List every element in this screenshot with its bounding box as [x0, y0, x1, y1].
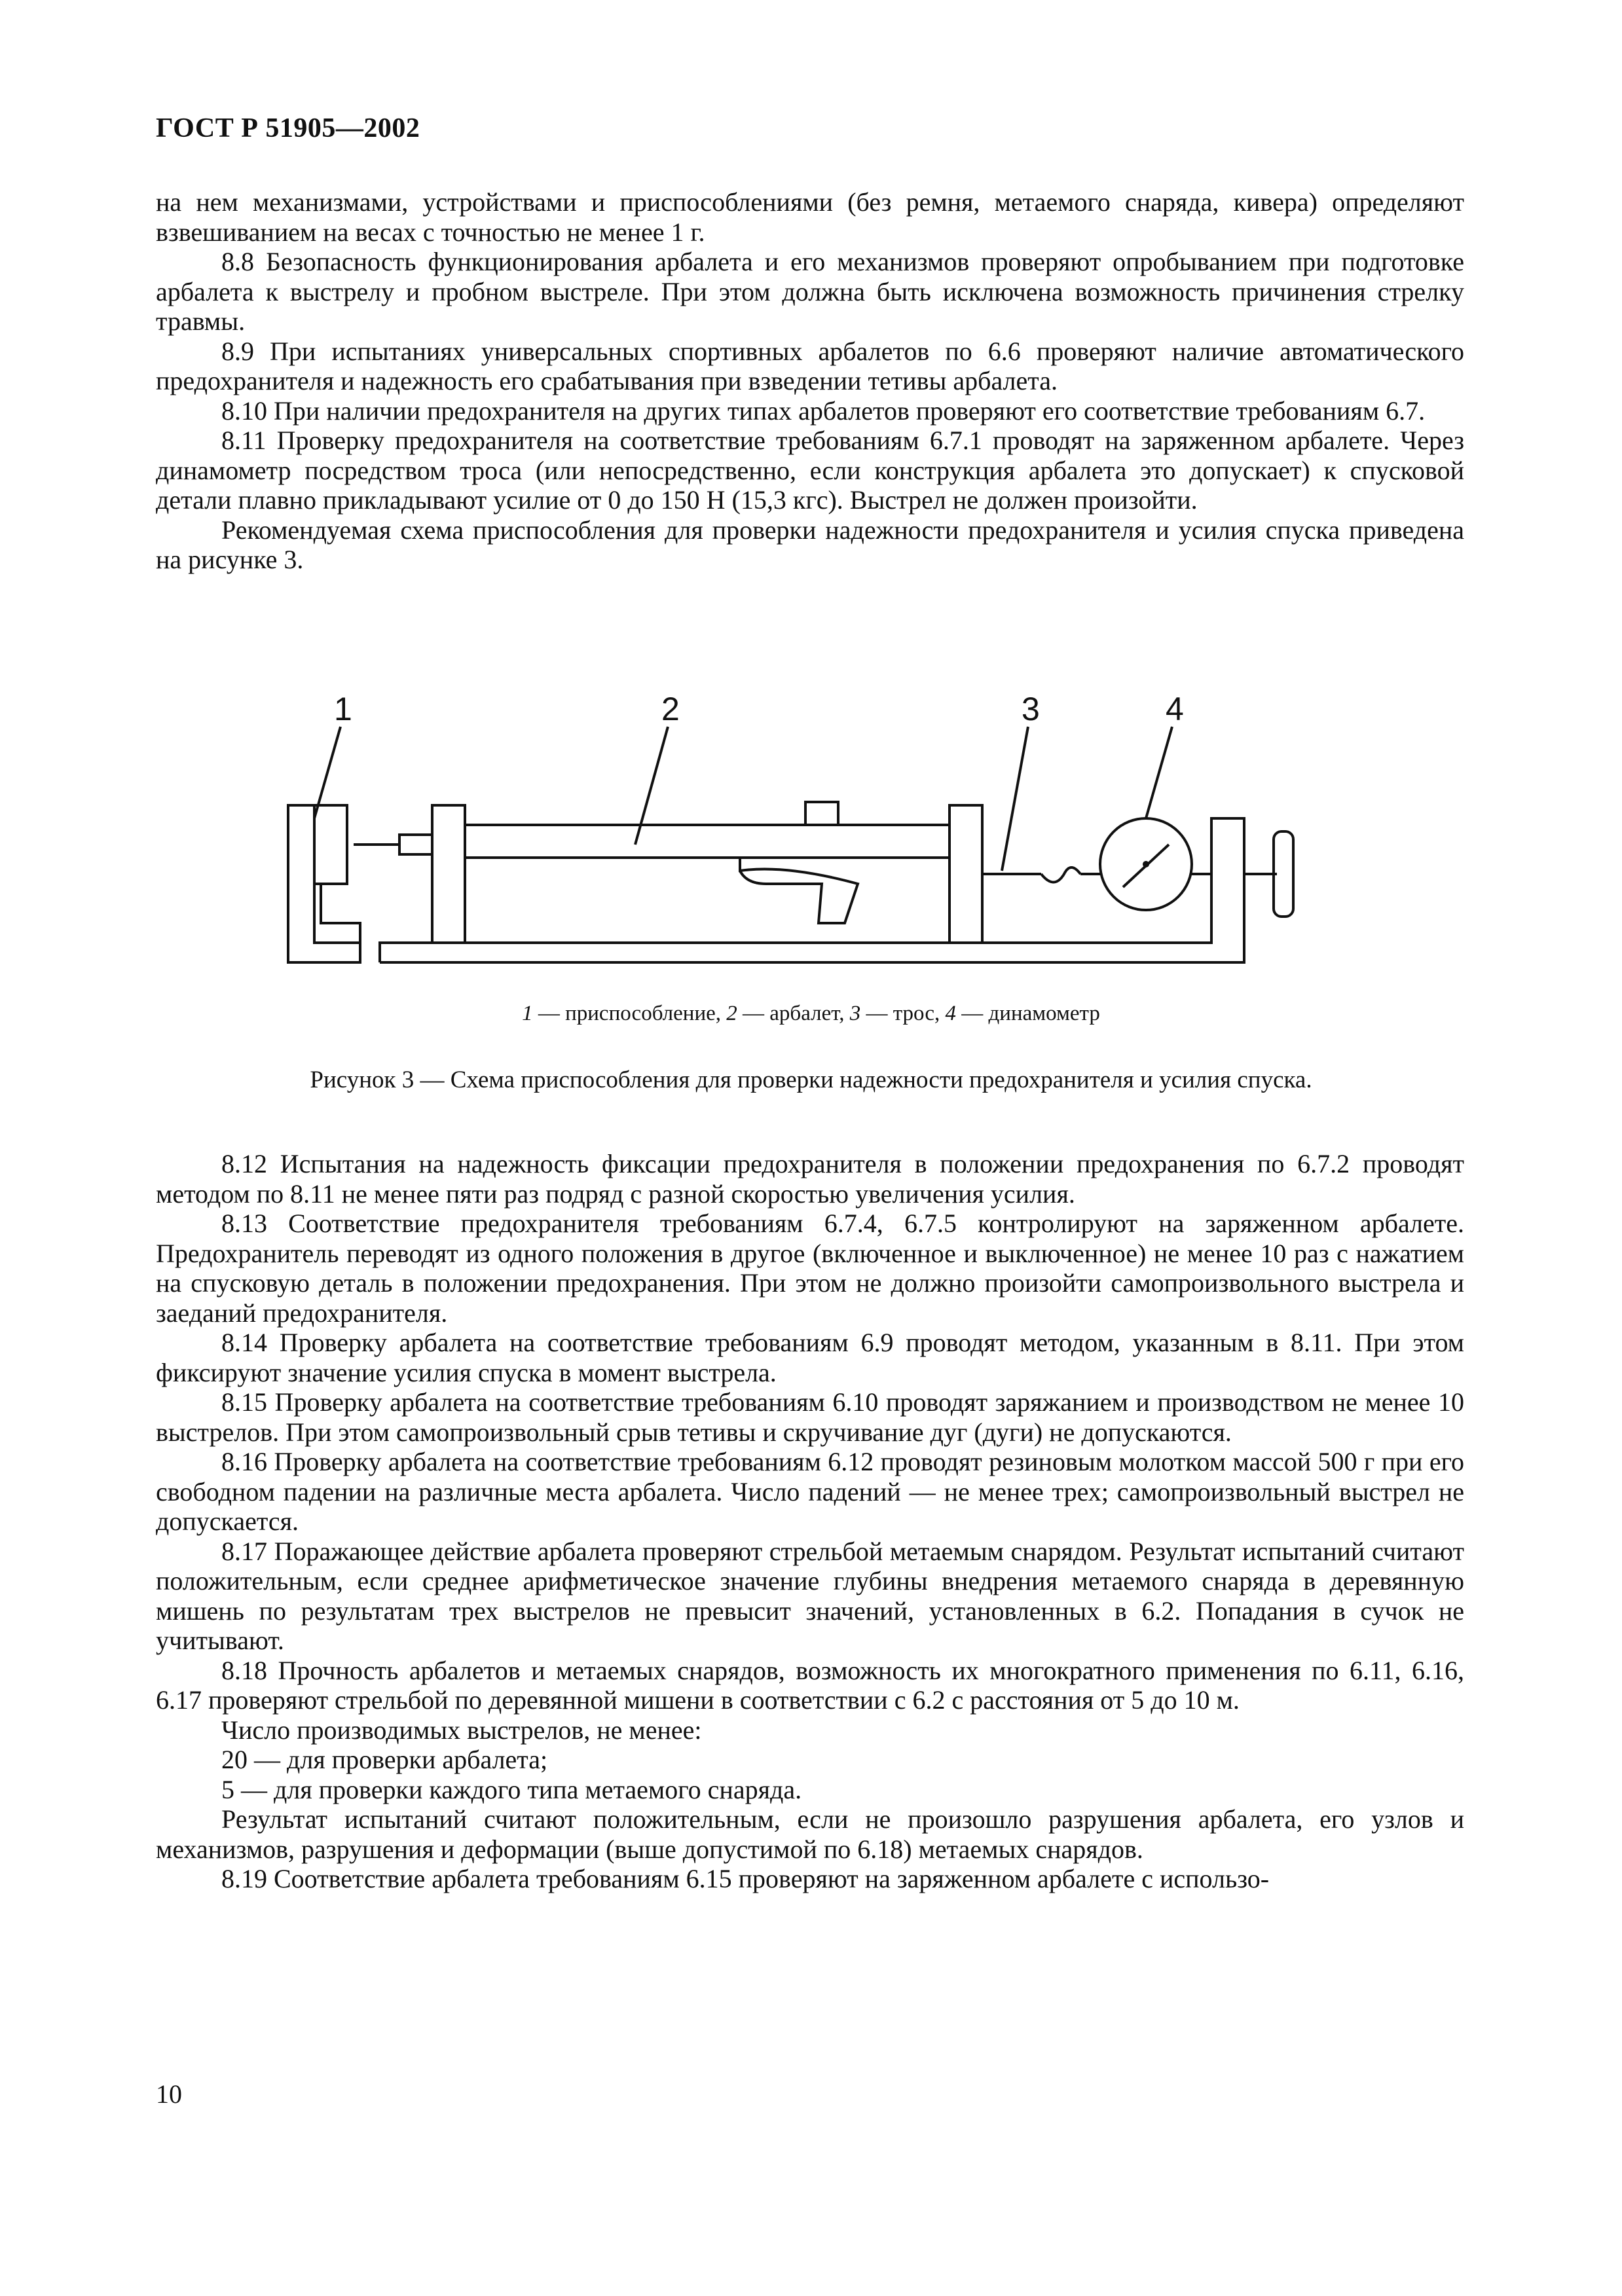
paragraph: на нем механизмами, устройствами и приспособлениями (без ремня, метаемого снаряда, кивера) определяют взвешиванием на весах с точностью не менее 1 г. [156, 187, 1464, 247]
crossbow-tip [399, 835, 432, 854]
text-block-top [156, 187, 1464, 575]
figure-3-diagram [268, 687, 1382, 1008]
paragraph: Результат испытаний считают положительным, если не произошло разрушения арбалета, его узлов и механизмов, разрушения и деформации (выше допустимой по 6.18) метаемых снарядов. [156, 1804, 1464, 1864]
paragraph: 8.17 Поражающее действие арбалета проверяют стрельбой метаемым снарядом. Результат испытаний считают положительным, если среднее арифметическое значение глубины внедрения метаемого снаряда в деревянную мишень по результатам трех выстрелов не превысит значений, установленных в 6.2. Попадания в сучок не учитывают. [156, 1536, 1464, 1655]
right-clamp [949, 805, 982, 943]
paragraph: 8.19 Соответствие арбалета требованиям 6.15 проверяют на заряженном арбалете с использо- [221, 1864, 1270, 1893]
left-clamp [432, 805, 465, 943]
figure-label-3: 3 [1022, 691, 1040, 727]
crossbow-riser [805, 802, 838, 825]
paragraph: 5 — для проверки каждого типа метаемого снаряда. [221, 1774, 802, 1804]
figure-label-4: 4 [1166, 691, 1184, 727]
paragraph: 8.18 Прочность арбалетов и метаемых снарядов, возможность их многократного применения по 6.11, 6.16, 6.17 проверяют стрельбой по деревянной мишени в соответствии с 6.2 с расстояния от 5 до 10 м. [156, 1655, 1464, 1715]
paragraph: Число производимых выстрелов, не менее: [221, 1715, 702, 1745]
paragraph: 8.9 При испытаниях универсальных спортивных арбалетов по 6.6 проверяют наличие автоматического предохранителя и надежность его срабатывания при взведении тетивы арбалета. [156, 336, 1464, 395]
crossbow-grip [740, 858, 858, 923]
legend-text: — арбалет, [737, 1002, 850, 1025]
legend-text: — приспособление, [532, 1002, 727, 1025]
legend-num: 3 [849, 1002, 861, 1025]
text-block-bottom [156, 1149, 1464, 1894]
paragraph: Рекомендуемая схема приспособления для проверки надежности предохранителя и усилия спуска приведена на рисунке 3. [156, 515, 1464, 574]
paragraph: 20 — для проверки арбалета; [221, 1745, 548, 1774]
legend-num: 1 [522, 1002, 533, 1025]
paragraph: 8.10 При наличии предохранителя на других типах арбалетов проверяют его соответствие требованиям 6.7. [221, 395, 1426, 426]
paragraph: 8.13 Соответствие предохранителя требованиям 6.7.4, 6.7.5 контролируют на заряженном арбалете. Предохранитель переводят из одного положения в другое (включенное и выключенное) не менее 10 раз с нажатием на спусковую деталь в положении предохранения. При этом не должно произойти самопроизвольного выстрела и заеданий предохранителя. [156, 1209, 1464, 1328]
legend-num: 2 [726, 1002, 737, 1025]
document-header: ГОСТ Р 51905—2002 [156, 113, 420, 143]
crossbow-stock [465, 825, 949, 858]
paragraph: 8.11 Проверку предохранителя на соответствие требованиям 6.7.1 проводят на заряженном арбалете. Через динамометр посредством троса (или непосредственно, если конструкция арбалета это допускает) к спусковой детали плавно прикладывают усилие от 0 до 150 Н (15,3 кгс). Выстрел не должен произойти. [156, 426, 1464, 515]
paragraph: 8.16 Проверку арбалета на соответствие требованиям 6.12 проводят резиновым молотком массой 500 г при его свободном падении на различные места арбалета. Число падений — не менее трех; самопроизвольный выстрел не допускается. [156, 1447, 1464, 1536]
fixture-stop [314, 805, 347, 884]
figure-legend [0, 1002, 1622, 1026]
cable-hook [1041, 867, 1080, 883]
legend-num: 4 [945, 1002, 956, 1025]
leader-2 [635, 727, 668, 845]
legend-text: — динамометр [956, 1002, 1100, 1025]
dynamometer-center [1143, 861, 1149, 867]
base-rail [380, 818, 1244, 962]
paragraph: 8.12 Испытания на надежность фиксации предохранителя в положении предохранения по 6.7.2 проводят методом по 8.11 не менее пяти раз подряд с разной скоростью увеличения усилия. [156, 1149, 1464, 1209]
leader-3 [1002, 727, 1028, 871]
leader-4 [1146, 727, 1172, 818]
figure-label-2: 2 [661, 691, 680, 727]
figure-label-1: 1 [334, 691, 352, 727]
page-number: 10 [156, 2079, 182, 2109]
figure-caption: Рисунок 3 — Схема приспособления для проверки надежности предохранителя и усилия спуска. [310, 1066, 1312, 1093]
fixture-base-gap [321, 884, 360, 943]
paragraph: 8.14 Проверку арбалета на соответствие требованиям 6.9 проводят методом, указанным в 8.11. При этом фиксируют значение усилия спуска в момент выстрела. [156, 1328, 1464, 1387]
paragraph: 8.8 Безопасность функционирования арбалета и его механизмов проверяют опробыванием при подготовке арбалета к выстрелу и пробном выстреле. При этом должна быть исключена возможность причинения стрелку травмы. [156, 247, 1464, 336]
legend-text: — трос, [860, 1002, 946, 1025]
paragraph: 8.15 Проверку арбалета на соответствие требованиям 6.10 проводят заряжанием и производством не менее 10 выстрелов. При этом самопроизвольный срыв тетивы и скручивание дуг (дуги) не допускаются. [156, 1387, 1464, 1447]
